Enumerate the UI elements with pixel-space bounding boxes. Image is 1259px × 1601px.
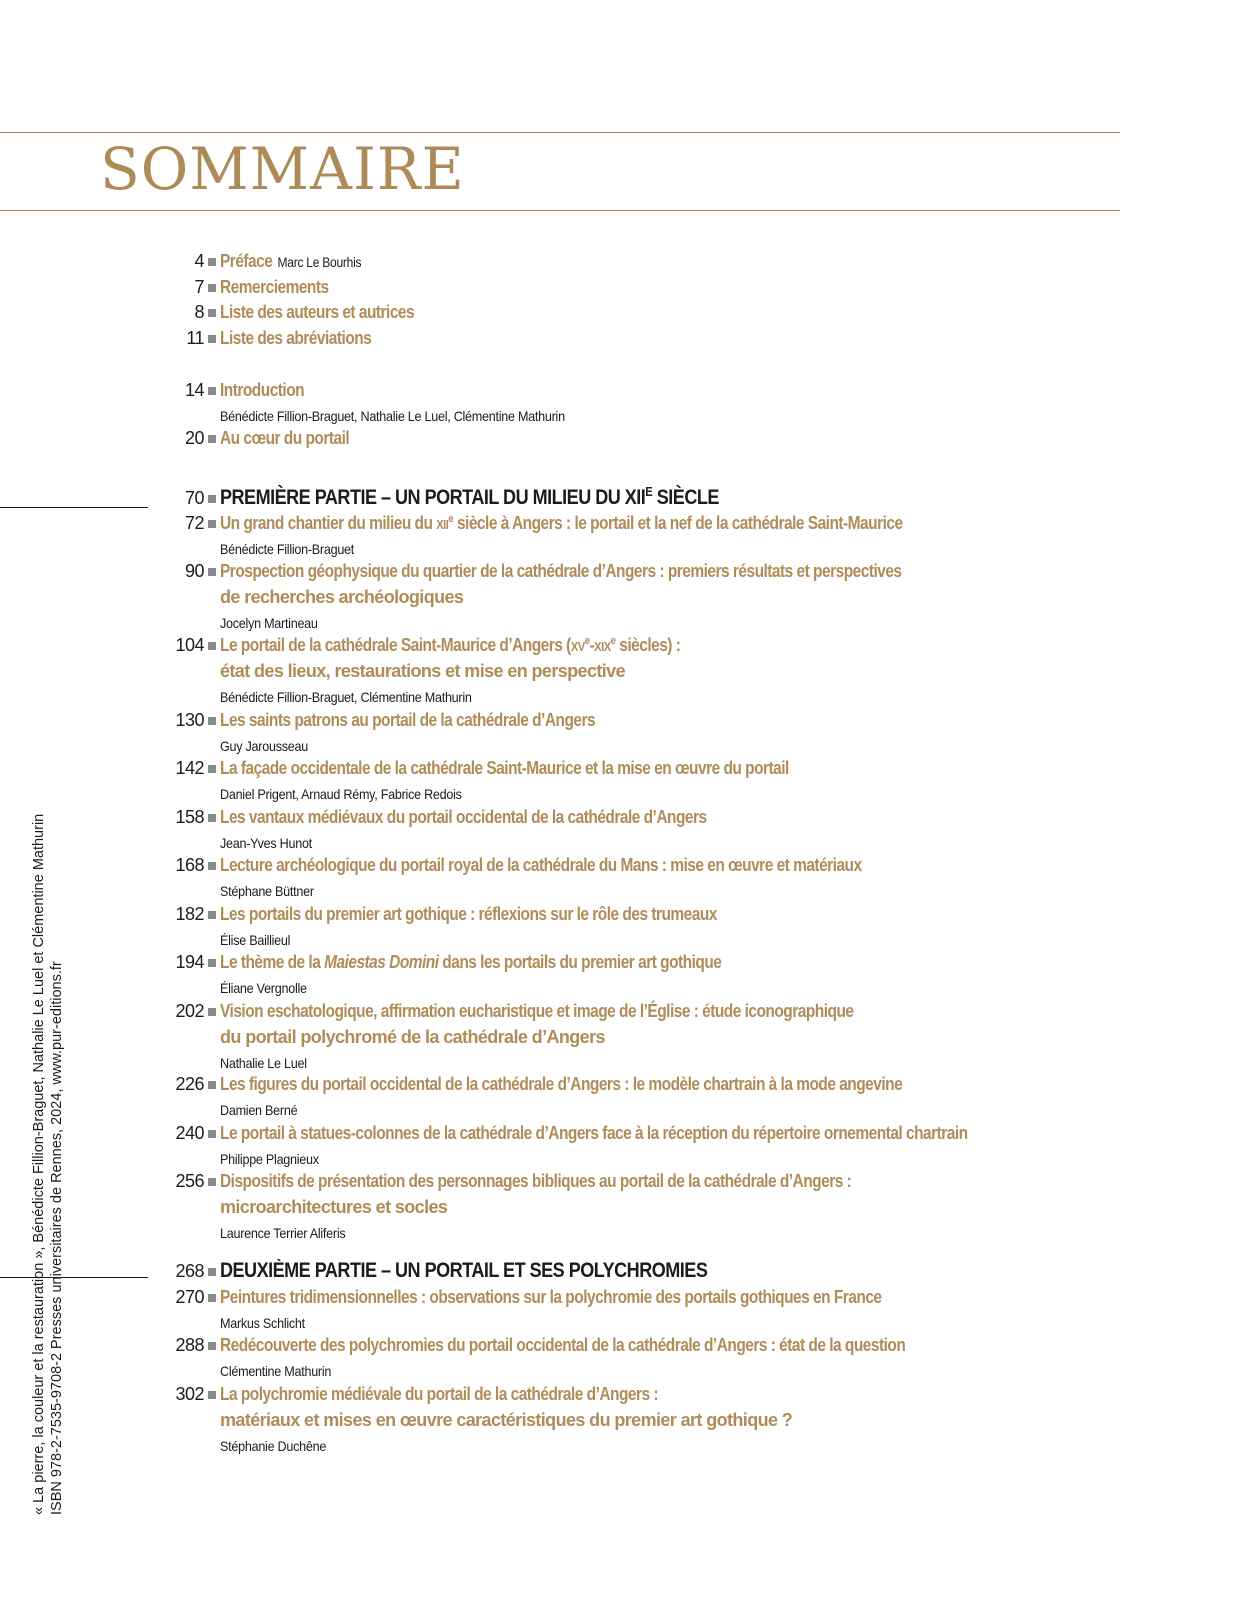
bullet-square-icon — [208, 495, 216, 503]
bullet-square-icon — [208, 959, 216, 967]
bullet-square-icon — [208, 765, 216, 773]
entry-title: Lecture archéologique du portail royal de la cathédrale du Mans : mise en œuvre et matériaux — [220, 855, 862, 875]
bullet-square-icon — [208, 568, 216, 576]
page-number: 8 — [194, 302, 204, 322]
bullet-square-icon — [208, 814, 216, 822]
entry-title-continued: du portail polychromé de la cathédrale d’Angers — [220, 1027, 605, 1047]
side-text-line-1: « La pierre, la couleur et la restauration », Bénédicte Fillion-Braguet, Nathalie Le Luel et Clémentine Mathurin — [31, 813, 47, 1515]
entry-title: Le portail de la cathédrale Saint-Maurice d’Angers ($xv^e-xix^e$ siècles) : — [220, 635, 681, 655]
entry-title-continued: microarchitectures et socles — [220, 1197, 448, 1217]
entry-author: Markus Schlicht — [220, 1315, 305, 1331]
page-number: 142 — [175, 758, 204, 778]
bullet-square-icon — [208, 335, 216, 343]
page-number: 268 — [175, 1261, 204, 1281]
toc-entry — [0, 328, 1200, 354]
toc-entry — [0, 1171, 1200, 1243]
entry-title: Introduction — [220, 380, 305, 400]
bullet-square-icon — [208, 1130, 216, 1138]
page-number: 90 — [184, 561, 204, 581]
entry-title: Remerciements — [220, 277, 329, 297]
page-title: SOMMAIRE — [100, 135, 465, 203]
toc-part-heading — [0, 484, 1200, 510]
entry-author: Guy Jarousseau — [220, 738, 308, 754]
toc-entry — [0, 1123, 1200, 1169]
entry-author: Élise Baillieul — [220, 932, 291, 948]
toc-entry — [0, 302, 1200, 328]
entry-author: Bénédicte Fillion-Braguet, Clémentine Mathurin — [220, 689, 472, 705]
entry-author: Jocelyn Martineau — [220, 615, 318, 631]
page-number: 240 — [175, 1123, 204, 1143]
bullet-square-icon — [208, 862, 216, 870]
entry-title: Redécouverte des polychromies du portail occidental de la cathédrale d’Angers : état de la question — [220, 1335, 906, 1355]
bullet-square-icon — [208, 1268, 216, 1276]
entry-title: Préface Marc Le Bourhis — [220, 251, 362, 271]
entry-author: Éliane Vergnolle — [220, 980, 307, 996]
entry-author: Jean-Yves Hunot — [220, 835, 312, 851]
bullet-square-icon — [208, 284, 216, 292]
bullet-square-icon — [208, 1178, 216, 1186]
entry-title: Un grand chantier du milieu du xii$^e$ siècle à Angers : le portail et la nef de la cathédrale Saint-Maurice — [220, 513, 903, 533]
toc-entry — [0, 1287, 1200, 1333]
page-number: 70 — [184, 488, 204, 508]
page-number: 130 — [175, 710, 204, 730]
entry-title: Les portails du premier art gothique : réflexions sur le rôle des trumeaux — [220, 904, 717, 924]
page-number: 256 — [175, 1171, 204, 1191]
entry-author: Marc Le Bourhis — [277, 254, 362, 270]
toc-entry — [0, 904, 1200, 950]
entry-title: Vision eschatologique, affirmation eucharistique et image de l’Église : étude iconographique — [220, 1001, 854, 1021]
entry-title: Dispositifs de présentation des personnages bibliques au portail de la cathédrale d’Angers : — [220, 1171, 852, 1191]
entry-title: Le thème de la Maiestas Domini dans les portails du premier art gothique — [220, 952, 722, 972]
toc-entry — [0, 635, 1200, 707]
page-number: 182 — [175, 904, 204, 924]
entry-title: Les saints patrons au portail de la cathédrale d’Angers — [220, 710, 596, 730]
entry-title: Le portail à statues-colonnes de la cathédrale d’Angers face à la réception du répertoire ornemental chartrain — [220, 1123, 968, 1143]
entry-title: Au cœur du portail — [220, 428, 350, 448]
page-number: 194 — [175, 952, 204, 972]
bullet-square-icon — [208, 1081, 216, 1089]
page-number: 226 — [175, 1074, 204, 1094]
copyright-side-text — [30, 814, 66, 1515]
toc-entry — [0, 1001, 1200, 1073]
toc-entry — [0, 277, 1200, 303]
page-number: 7 — [194, 277, 204, 297]
page-number: 14 — [184, 380, 204, 400]
entry-title: Peintures tridimensionnelles : observations sur la polychromie des portails gothiques en France — [220, 1287, 882, 1307]
page-number: 168 — [175, 855, 204, 875]
toc-entry — [0, 251, 1200, 277]
entry-author: Stéphanie Duchêne — [220, 1438, 327, 1454]
side-text-line-2: ISBN 978-2-7535-9708-2 Presses universitaires de Rennes, 2024, www.pur-editions.fr — [49, 961, 65, 1515]
toc-entry — [0, 513, 1200, 559]
toc-entry — [0, 380, 1200, 426]
entry-title: Liste des abréviations — [220, 328, 372, 348]
bullet-square-icon — [208, 435, 216, 443]
toc-entry — [0, 758, 1200, 804]
bullet-square-icon — [208, 1391, 216, 1399]
part-title: PREMIÈRE PARTIE – UN PORTAIL DU MILIEU DU $XII^E$ SIÈCLE — [220, 484, 719, 509]
entry-author: Bénédicte Fillion-Braguet, Nathalie Le Luel, Clémentine Mathurin — [220, 408, 565, 424]
entry-author: Stéphane Büttner — [220, 883, 314, 899]
bullet-square-icon — [208, 1294, 216, 1302]
entry-author: Daniel Prigent, Arnaud Rémy, Fabrice Redois — [220, 786, 462, 802]
page-number: 104 — [175, 635, 204, 655]
toc-part-heading — [0, 1259, 1200, 1285]
page-number: 270 — [175, 1287, 204, 1307]
toc-entry — [0, 561, 1200, 633]
entry-title: Liste des auteurs et autrices — [220, 302, 415, 322]
part-title: DEUXIÈME PARTIE – UN PORTAIL ET SES POLYCHROMIES — [220, 1259, 708, 1282]
entry-author: Nathalie Le Luel — [220, 1055, 307, 1071]
entry-title: Les vantaux médiévaux du portail occidental de la cathédrale d’Angers — [220, 807, 707, 827]
entry-author: Damien Berné — [220, 1102, 298, 1118]
toc-entry — [0, 428, 1200, 454]
toc-entry — [0, 855, 1200, 901]
bullet-square-icon — [208, 258, 216, 266]
page-number: 11 — [186, 328, 204, 348]
entry-title-continued: matériaux et mises en œuvre caractéristiques du premier art gothique ? — [220, 1410, 793, 1430]
bullet-square-icon — [208, 717, 216, 725]
entry-title: Les figures du portail occidental de la cathédrale d’Angers : le modèle chartrain à la mode angevine — [220, 1074, 903, 1094]
bullet-square-icon — [208, 642, 216, 650]
page-number: 202 — [175, 1001, 204, 1021]
page-number: 158 — [175, 807, 204, 827]
toc-entry — [0, 1384, 1200, 1456]
page-number: 4 — [194, 251, 204, 271]
entry-author: Bénédicte Fillion-Braguet — [220, 541, 355, 557]
toc-entry — [0, 1074, 1200, 1120]
toc-entry — [0, 710, 1200, 756]
bullet-square-icon — [208, 520, 216, 528]
entry-title: Prospection géophysique du quartier de la cathédrale d’Angers : premiers résultats et perspectives — [220, 561, 902, 581]
entry-author: Clémentine Mathurin — [220, 1363, 332, 1379]
bullet-square-icon — [208, 387, 216, 395]
page-number: 20 — [184, 428, 204, 448]
entry-title: La polychromie médiévale du portail de la cathédrale d’Angers : — [220, 1384, 659, 1404]
toc-entry — [0, 807, 1200, 853]
toc-entry — [0, 1335, 1200, 1381]
page-number: 302 — [175, 1384, 204, 1404]
entry-author: Philippe Plagnieux — [220, 1151, 319, 1167]
page-number: 288 — [175, 1335, 204, 1355]
entry-title: La façade occidentale de la cathédrale Saint-Maurice et la mise en œuvre du portail — [220, 758, 789, 778]
page-number: 72 — [184, 513, 204, 533]
bullet-square-icon — [208, 1008, 216, 1016]
bullet-square-icon — [208, 309, 216, 317]
entry-title-continued: de recherches archéologiques — [220, 587, 464, 607]
entry-title-continued: état des lieux, restaurations et mise en perspective — [220, 661, 625, 681]
entry-author: Laurence Terrier Aliferis — [220, 1225, 346, 1241]
bullet-square-icon — [208, 1342, 216, 1350]
bullet-square-icon — [208, 911, 216, 919]
toc-entry — [0, 952, 1200, 998]
